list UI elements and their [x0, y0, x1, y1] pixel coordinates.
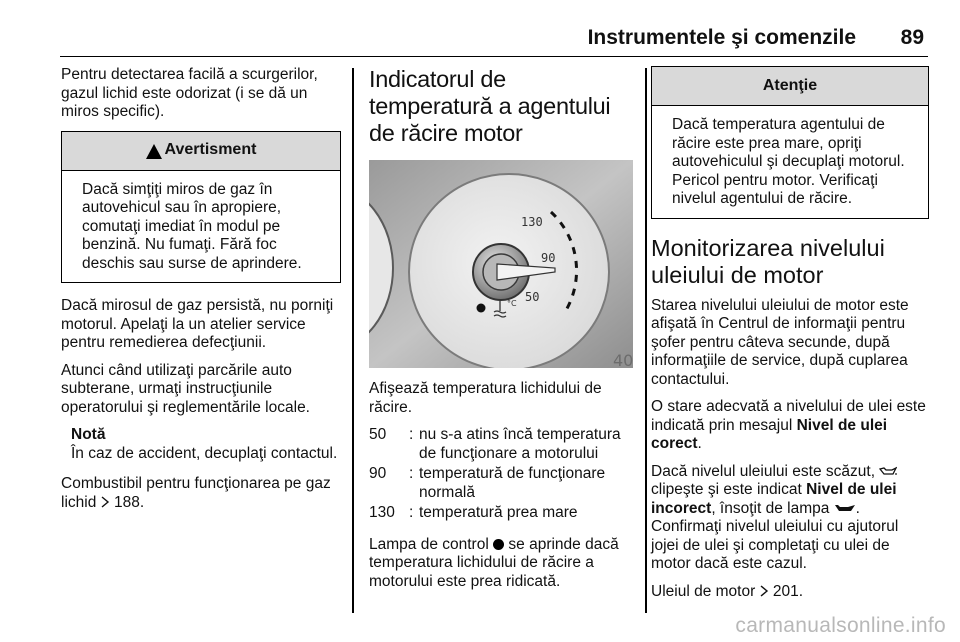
- list-text: temperatură prea mare: [419, 504, 578, 521]
- note: [71, 426, 341, 463]
- paragraph: [651, 398, 929, 454]
- list-separator: :: [409, 426, 414, 443]
- gauge-label-50: 50: [525, 290, 540, 304]
- gauge-label-90: 90: [541, 251, 556, 265]
- gauge-corner-number: 40: [613, 351, 633, 368]
- page-reference[interactable]: 188.: [113, 493, 145, 511]
- paragraph: [369, 536, 635, 592]
- note-body: În caz de accident, decuplaţi contactul.: [71, 444, 338, 462]
- svg-text:°C: °C: [507, 299, 517, 308]
- warning-body: Dacă simţiţi miros de gaz în autovehicul sau în apropiere, comutaţi imediat în modul pe benzină. Nu fumaţi. Fără foc deschis sau surse de aprindere.: [82, 180, 302, 272]
- page-reference[interactable]: 201.: [772, 582, 804, 600]
- section-title: Instrumentele şi comenzile: [587, 26, 856, 49]
- coolant-gauge-image: [369, 160, 633, 368]
- list-text: nu s-a atins încă temperatura de funcţionare a motorului: [419, 426, 621, 462]
- list-item: [369, 426, 635, 465]
- list-item: [369, 465, 635, 504]
- list-separator: :: [409, 504, 414, 521]
- watermark: carmanualsonline.info: [735, 614, 946, 637]
- text-run: .: [855, 499, 860, 517]
- reference-text: Combustibil pentru funcţionarea pe gaz lichid: [61, 475, 331, 511]
- list-separator: :: [409, 465, 414, 482]
- text-run: Confirmaţi nivelul uleiului cu ajutorul jojei de ulei şi completaţi cu ulei de motor dacă este cazul.: [651, 518, 899, 572]
- text-run: Lampa de control: [369, 535, 489, 553]
- temperature-list: [369, 426, 635, 525]
- column-right: [651, 66, 929, 610]
- reference-text: Uleiul de motor: [651, 582, 756, 600]
- paragraph: Atunci când utilizaţi parcările auto subterane, urmaţi instrucţiunile operatorului şi reglementările locale.: [61, 361, 310, 416]
- warning-triangle-icon: [146, 144, 162, 159]
- list-key: 50: [369, 426, 387, 443]
- oil-can-icon: [879, 466, 897, 476]
- paragraph: [651, 583, 929, 602]
- text-run: se aprinde dacă temperatura lichidului de răcire a motorului este prea ridicată.: [369, 535, 619, 590]
- attention-title: Atenţie: [762, 76, 818, 94]
- text-run: , însoţit de lampa: [711, 499, 830, 517]
- coolant-gauge-figure: [369, 160, 633, 368]
- section-heading: Indicatorul de temperatură a agentului de răcire motor: [369, 66, 611, 146]
- list-item: [369, 504, 635, 525]
- column-left: [61, 66, 341, 521]
- page-number: 89: [900, 26, 924, 49]
- warning-title: Avertisment: [164, 141, 257, 159]
- column-middle: [369, 66, 635, 600]
- column-divider: [645, 68, 647, 613]
- oil-warning-lamp-icon: [834, 503, 856, 513]
- text-run: Dacă nivelul uleiului este scăzut,: [651, 462, 876, 480]
- message-text: Nivel de ulei incorect: [651, 481, 897, 517]
- paragraph: Afişează temperatura lichidului de răcire.: [369, 380, 602, 416]
- attention-box: [651, 66, 929, 219]
- list-key: 90: [369, 465, 387, 482]
- text-run: .: [697, 435, 702, 452]
- warning-box: [61, 131, 341, 284]
- attention-header: [652, 67, 928, 106]
- list-key: 130: [369, 504, 395, 521]
- column-divider: [352, 68, 354, 613]
- paragraph: [61, 475, 341, 512]
- paragraph: [651, 463, 929, 574]
- text-run: O stare adecvată a nivelului de ulei este indicată prin mesajul: [651, 398, 926, 434]
- paragraph: Pentru detectarea facilă a scurgerilor, gazul lichid este odorizat (i se dă un miros specific).: [61, 66, 318, 120]
- text-run: clipeşte şi este indicat: [651, 481, 802, 498]
- page-reference-arrow-icon: [760, 585, 769, 597]
- message-text: Nivel de ulei corect: [651, 416, 888, 452]
- warning-header: [62, 132, 340, 171]
- gauge-label-130: 130: [521, 215, 543, 229]
- page-reference-arrow-icon: [101, 496, 110, 508]
- page-header: [60, 22, 928, 57]
- paragraph: Starea nivelului uleiului de motor este afişată în Centrul de informaţii pentru şofer pentru câteva secunde, după informaţiile de service, după cuplarea contactului.: [651, 296, 909, 388]
- attention-body: Dacă temperatura agentului de răcire este prea mare, opriţi autovehiculul şi decuplaţi motorul. Pericol pentru motor. Verificaţi nivelul agentului de răcire.: [672, 116, 905, 207]
- control-lamp-icon: [493, 539, 504, 550]
- note-title: Notă: [71, 426, 106, 443]
- section-heading: Monitorizarea nivelului uleiului de motor: [651, 234, 885, 288]
- paragraph: Dacă mirosul de gaz persistă, nu porniţi motorul. Apelaţi la un atelier service pentru remedierea defecţiunii.: [61, 297, 334, 351]
- list-text: temperatură de funcţionare normală: [419, 465, 606, 501]
